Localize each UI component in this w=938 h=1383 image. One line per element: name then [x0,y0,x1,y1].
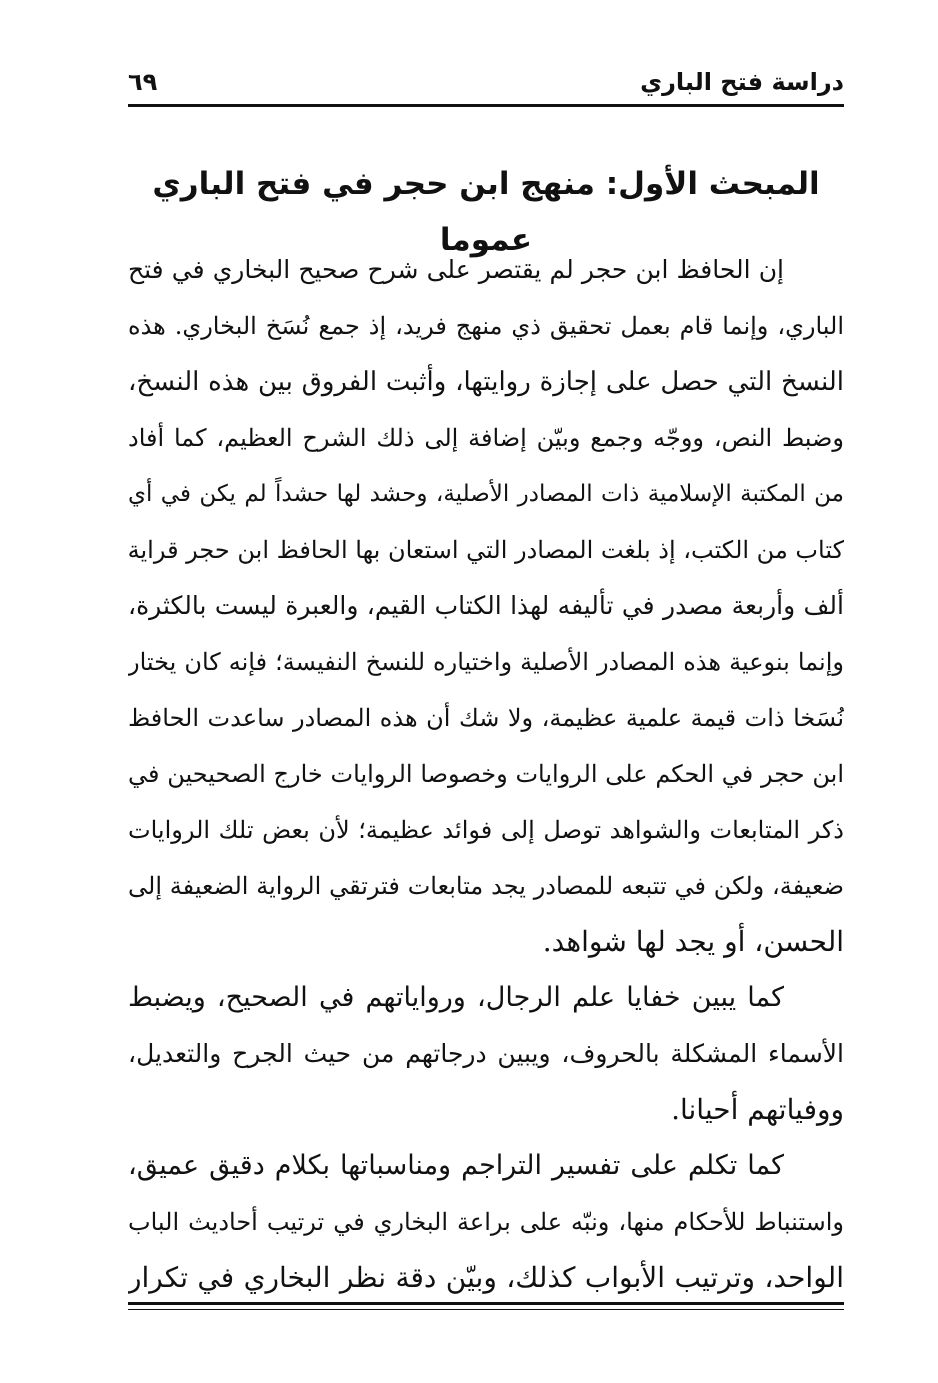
text-line: ذكر المتابعات والشواهد توصل إلى فوائد عظيمة؛ لأن بعض تلك الروايات [128,816,844,844]
text-line: إن الحافظ ابن حجر لم يقتصر على شرح صحيح البخاري في فتح [128,255,784,284]
footer-divider-thick [128,1302,844,1305]
page-number: ٦٩ [128,68,158,96]
text-line: كتاب من الكتب، إذ بلغت المصادر التي استعان بها الحافظ ابن حجر قراية [128,536,844,564]
section-heading: المبحث الأول: منهج ابن حجر في فتح الباري عموما [152,166,820,258]
text-line: وضبط النص، ووجّه وجمع وبيّن إضافة إلى ذلك الشرح العظيم، كما أفاد [128,424,844,452]
paragraph-3 [128,1138,844,1306]
text-line: النسخ التي حصل على إجازة روايتها، وأثبت الفروق بين هذه النسخ، [128,367,844,397]
text-line: الواحد، وترتيب الأبواب كذلك، وبيّن دقة نظر البخاري في تكرار [128,1261,844,1294]
text-line: ابن حجر في الحكم على الروايات وخصوصا الروايات خارج الصحيحين في [128,760,844,788]
text-line: ضعيفة، ولكن في تتبعه للمصادر يجد متابعات فترتقي الرواية الضعيفة إلى [128,872,844,900]
text-line: الحسن، أو يجد لها شواهد. [542,925,844,958]
text-line: وإنما بنوعية هذه المصادر الأصلية واختياره للنسخ النفيسة؛ فإنه كان يختار [128,648,844,676]
text-line: كما تكلم على تفسير التراجم ومناسباتها بكلام دقيق عميق، [128,1150,784,1181]
paragraph-1 [128,242,844,970]
text-line: واستنباط للأحكام منها، ونبّه على براعة البخاري في ترتيب أحاديث الباب [128,1208,844,1236]
body-text [128,242,844,1306]
text-line: كما يبين خفايا علم الرجال، ورواياتهم في الصحيح، ويضبط [128,982,784,1013]
footer-divider-thin [128,1309,844,1310]
text-line: ووفياتهم أحيانا. [671,1093,844,1126]
text-line: ألف وأربعة مصدر في تأليفه لهذا الكتاب القيم، والعبرة ليست بالكثرة، [128,591,844,620]
running-header-title: دراسة فتح الباري [640,68,844,96]
header-divider [128,104,844,107]
text-line: نُسَخا ذات قيمة علمية عظيمة، ولا شك أن هذه المصادر ساعدت الحافظ [128,704,844,732]
text-line: الأسماء المشكلة بالحروف، ويبين درجاتهم من حيث الجرح والتعديل، [128,1039,844,1068]
paragraph-2 [128,970,844,1138]
running-header [128,62,844,106]
text-line: من المكتبة الإسلامية ذات المصادر الأصلية، وحشد لها حشداً لم يكن في أي [128,481,844,507]
text-line: الباري، وإنما قام بعمل تحقيق ذي منهج فريد، إذ جمع نُسَخ البخاري. هذه [128,312,844,340]
